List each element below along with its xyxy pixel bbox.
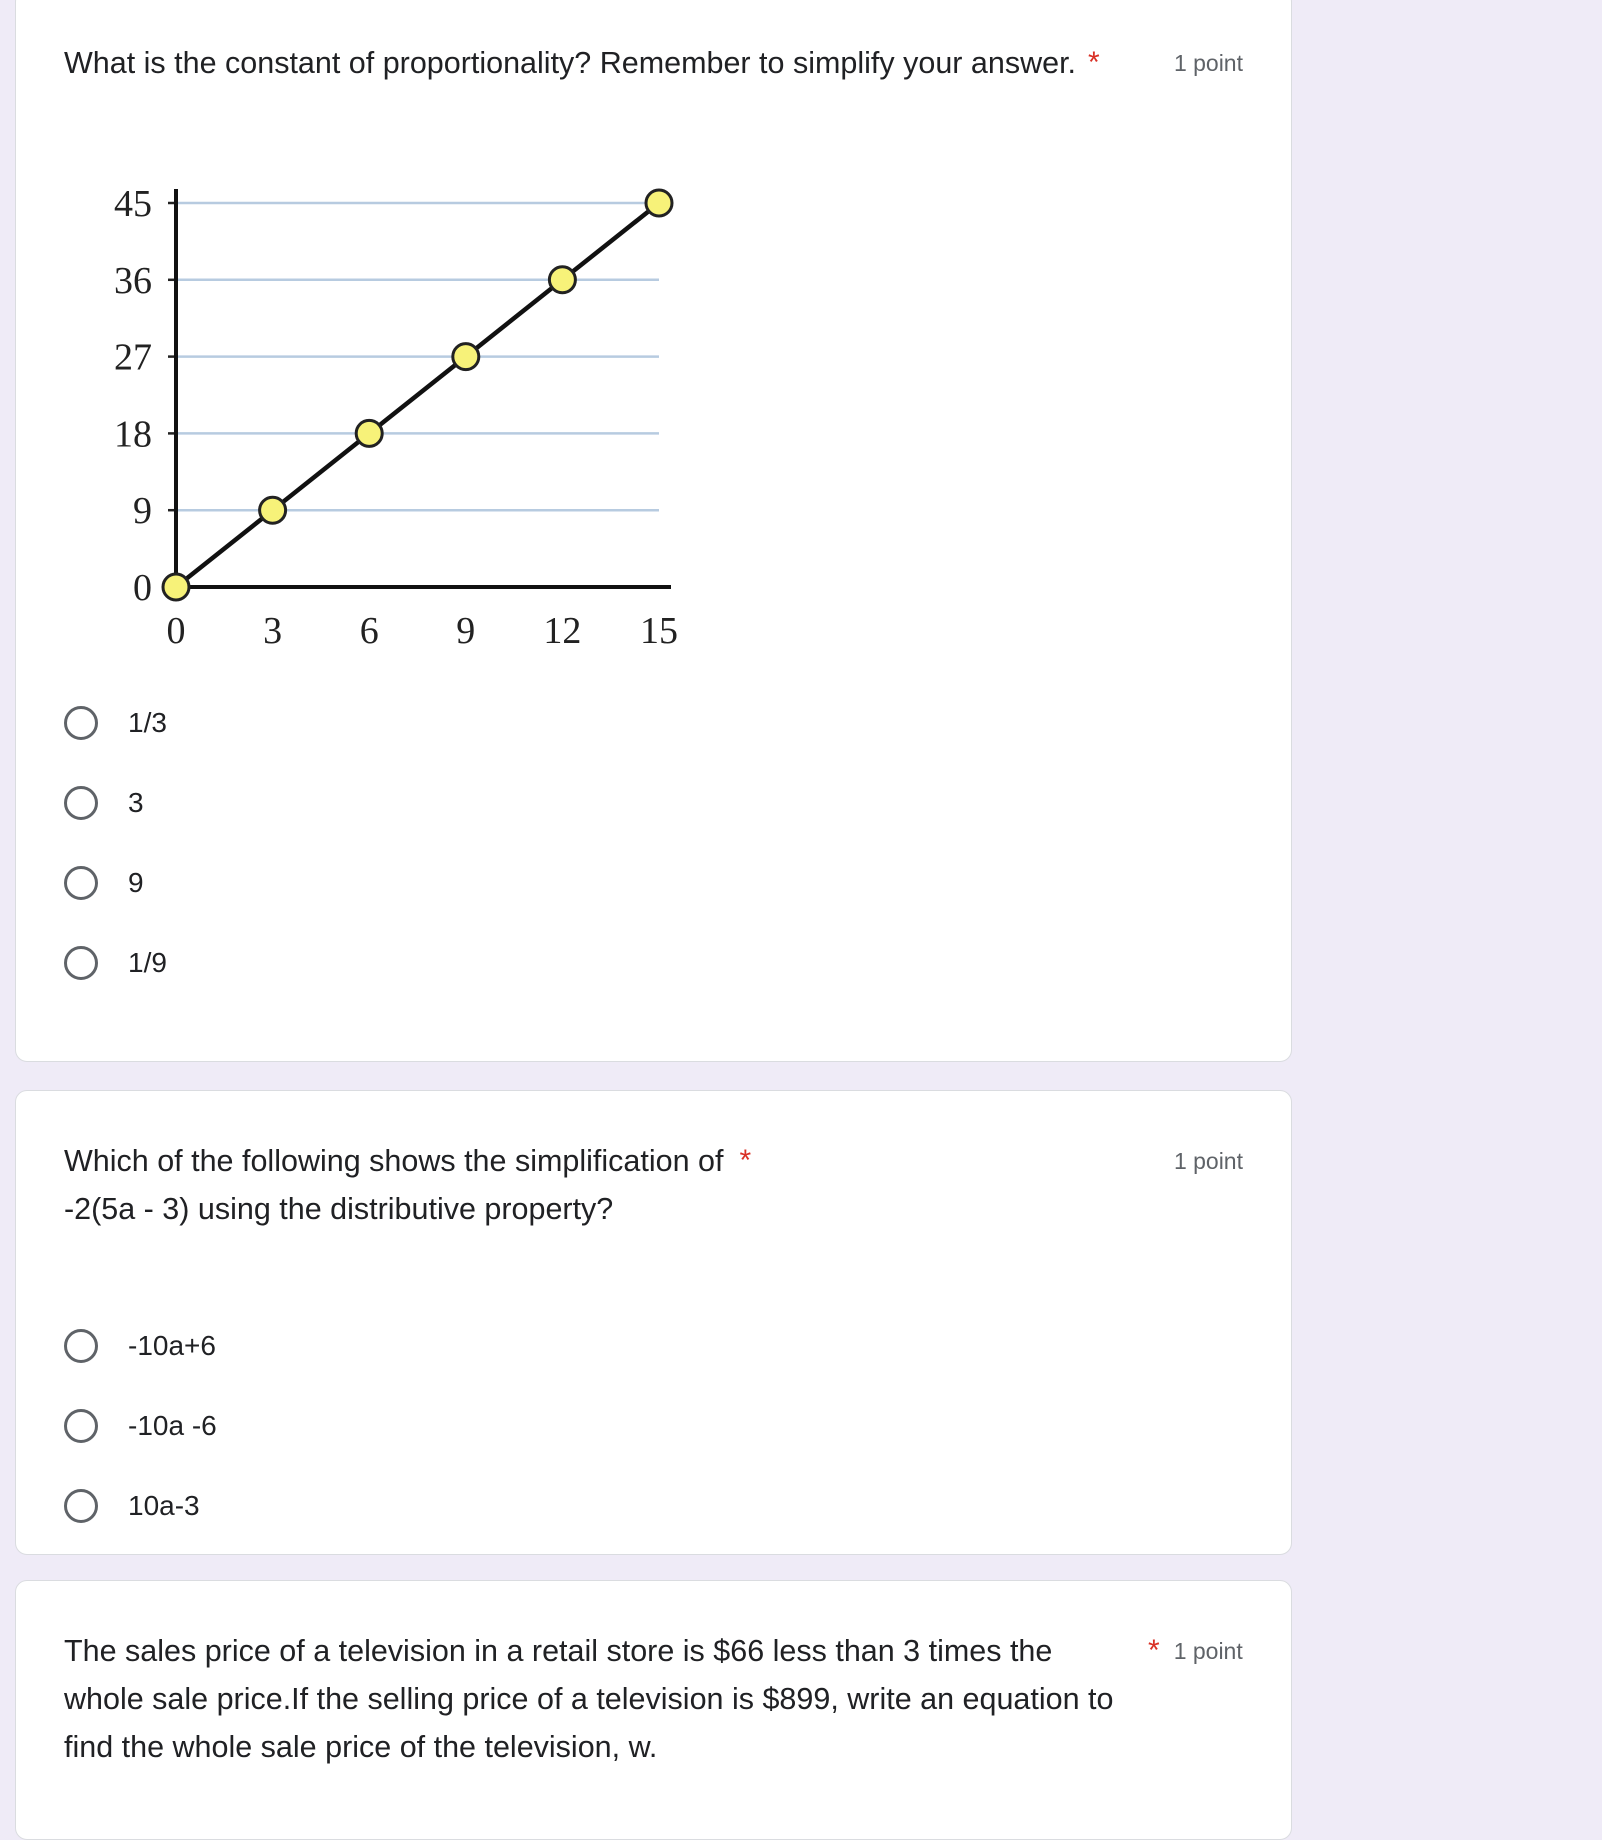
required-asterisk: * (739, 1144, 752, 1177)
option-label: -10a -6 (128, 1410, 217, 1441)
x-tick-label: 3 (263, 610, 283, 651)
data-point (453, 344, 479, 370)
answer-options (64, 683, 167, 1003)
question-card-3 (15, 1580, 1292, 1840)
radio-button[interactable] (64, 1329, 98, 1363)
required-asterisk: * (1088, 46, 1100, 79)
question-title: What is the constant of proportionality? Remember to simplify your answer. (64, 46, 1077, 80)
question-header (64, 1137, 1243, 1233)
option-neg10a-plus-6[interactable] (64, 1306, 217, 1386)
answer-options (64, 1306, 217, 1546)
points-label: 1 point (1173, 50, 1243, 76)
radio-button[interactable] (64, 1489, 98, 1523)
option-label: -10a+6 (128, 1330, 216, 1361)
option-label: 1/3 (128, 707, 167, 738)
x-tick-label: 6 (359, 610, 379, 651)
question-card-2 (15, 1090, 1292, 1555)
question-title-wrap (64, 1627, 1144, 1771)
option-label: 3 (128, 787, 144, 818)
data-point (549, 267, 575, 293)
question-title-line-1: Which of the following shows the simplification of (64, 1144, 724, 1178)
points-label: 1 point (1173, 1148, 1243, 1174)
question-title-line-1-wrap (64, 1137, 1160, 1185)
radio-button[interactable] (64, 946, 98, 980)
question-title-wrap (64, 39, 1160, 87)
option-label: 1/9 (128, 947, 167, 978)
data-point (163, 574, 189, 600)
x-tick-label: 9 (456, 610, 476, 651)
data-point (260, 497, 286, 523)
y-tick-label: 0 (133, 567, 152, 609)
question-title-wrap (64, 1137, 1160, 1233)
data-point (356, 420, 382, 446)
required-asterisk: * (1148, 1634, 1160, 1667)
y-tick-label: 18 (114, 413, 152, 456)
question-title-line-2: -2(5a - 3) using the distributive property? (64, 1192, 614, 1226)
question-header (64, 39, 1243, 87)
question-title: The sales price of a television in a retail store is $66 less than 3 times the whole sale price.If the selling price of a television is $899, write an equation to find the whole sale price of the television, w. (64, 1634, 1114, 1764)
data-line (176, 203, 659, 587)
data-point (646, 190, 672, 216)
radio-button[interactable] (64, 866, 98, 900)
option-label: 10a-3 (128, 1490, 200, 1521)
option-10a-minus-3[interactable] (64, 1466, 217, 1546)
question-header (64, 1627, 1243, 1771)
y-tick-label: 45 (114, 183, 152, 225)
option-3[interactable] (64, 763, 167, 843)
radio-button[interactable] (64, 706, 98, 740)
x-tick-label: 0 (166, 610, 186, 651)
radio-button[interactable] (64, 786, 98, 820)
radio-button[interactable] (64, 1409, 98, 1443)
y-tick-label: 27 (114, 336, 152, 379)
option-1-3[interactable] (64, 683, 167, 763)
y-tick-label: 9 (133, 490, 152, 533)
option-neg10a-minus-6[interactable] (64, 1386, 217, 1466)
option-label: 9 (128, 867, 144, 898)
x-tick-label: 12 (543, 610, 582, 651)
points-label: 1 point (1173, 1638, 1243, 1664)
x-tick-label: 15 (640, 610, 678, 651)
proportionality-chart (76, 171, 706, 651)
y-tick-label: 36 (114, 259, 152, 302)
option-9[interactable] (64, 843, 167, 923)
question-card-1 (15, 0, 1292, 1062)
option-1-9[interactable] (64, 923, 167, 1003)
